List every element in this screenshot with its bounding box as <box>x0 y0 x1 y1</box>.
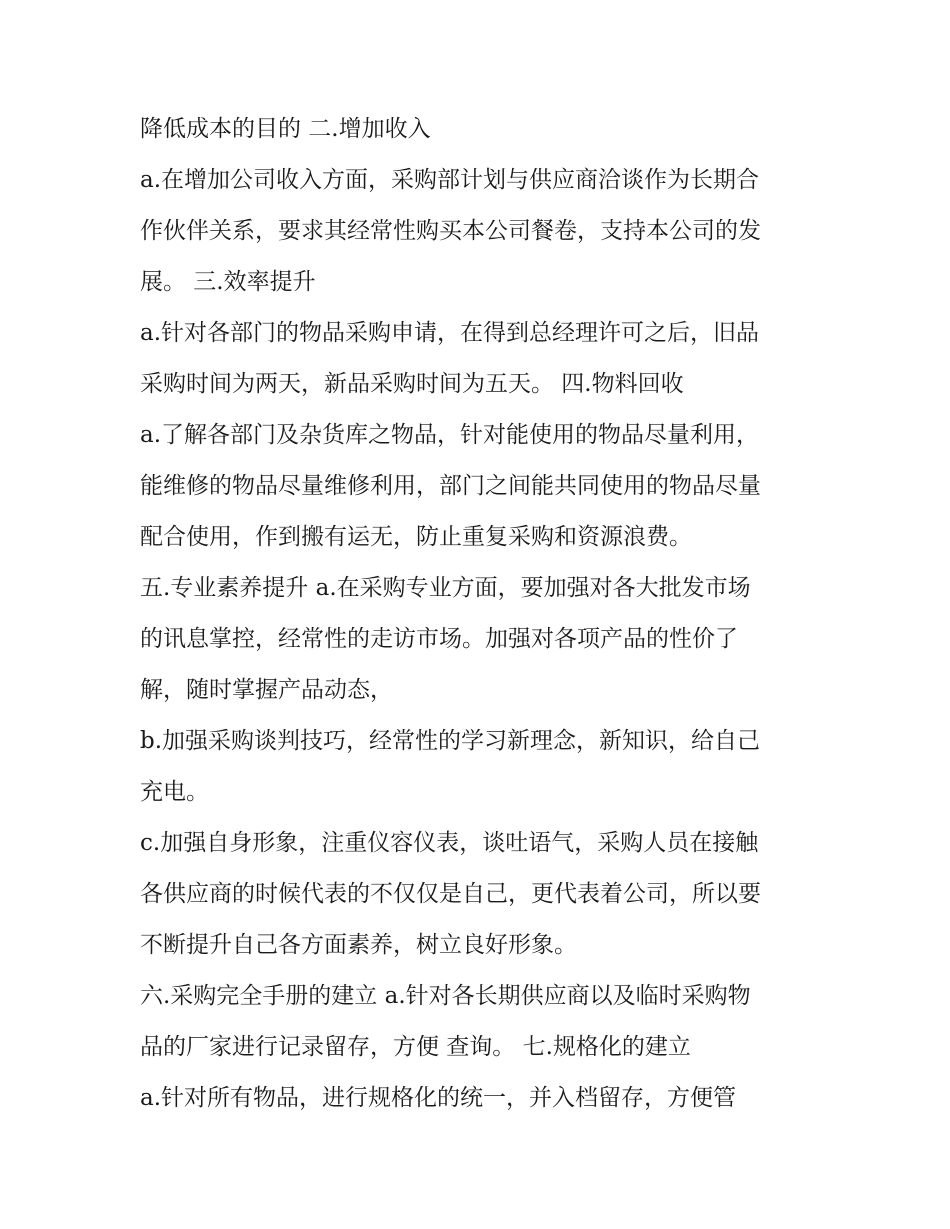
text-line: 各供应商的时候代表的不仅仅是自己，更代表着公司，所以要 <box>140 881 761 907</box>
text-line: 采购时间为两天，新品采购时间为五天。 四.物料回收 <box>140 371 684 397</box>
text-line: b.加强采购谈判技巧，经常性的学习新理念，新知识，给自己 <box>140 728 761 754</box>
text-line: a.针对各部门的物品采购申请，在得到总经理许可之后，旧品 <box>140 320 760 346</box>
text-line: 充电。 <box>140 779 209 805</box>
text-line: 品的厂家进行记录留存，方便 查询。 七.规格化的建立 <box>140 1034 691 1060</box>
text-line: 配合使用，作到搬有运无，防止重复采购和资源浪费。 <box>140 524 692 550</box>
text-line: 六.采购完全手册的建立 a.针对各长期供应商以及临时采购物 <box>140 983 751 1009</box>
text-line: a.在增加公司收入方面，采购部计划与供应商洽谈作为长期合 <box>140 167 760 193</box>
text-line: 五.专业素养提升 a.在采购专业方面，要加强对各大批发市场 <box>140 575 751 601</box>
text-line: a.针对所有物品，进行规格化的统一，并入档留存，方便管 <box>140 1085 737 1111</box>
text-line: a.了解各部门及杂货库之物品，针对能使用的物品尽量利用， <box>140 422 760 448</box>
text-line: 展。 三.效率提升 <box>140 269 316 295</box>
text-line: c.加强自身形象，注重仪容仪表，谈吐语气，采购人员在接触 <box>140 830 759 856</box>
text-line: 降低成本的目的 二.增加收入 <box>140 116 431 142</box>
document-body <box>140 104 830 1124</box>
text-line: 解，随时掌握产品动态， <box>140 677 393 703</box>
text-line: 不断提升自己各方面素养，树立良好形象。 <box>140 932 577 958</box>
text-line: 能维修的物品尽量维修利用，部门之间能共同使用的物品尽量 <box>140 473 761 499</box>
text-line: 的讯息掌控，经常性的走访市场。加强对各项产品的性价了 <box>140 626 738 652</box>
text-line: 作伙伴关系，要求其经常性购买本公司餐卷，支持本公司的发 <box>140 218 761 244</box>
